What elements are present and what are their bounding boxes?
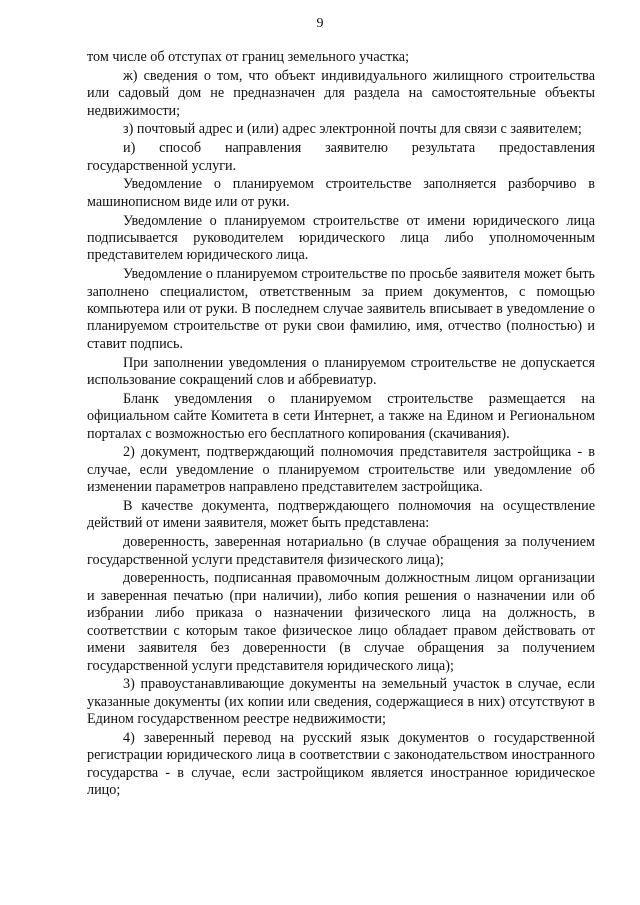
paragraph-form-placement: Бланк уведомления о планируемом строительстве размещается на официальном сайте Комитета в сети Интернет, а также на Едином и Региональном порталах с возможностью его бесплатного копирования (скачивания). [87,390,595,442]
paragraph-item-zh: ж) сведения о том, что объект индивидуального жилищного строительства или садовый дом не предназначен для раздела на самостоятельные объекты недвижимости; [87,67,595,119]
paragraph-item-i: и) способ направления заявителю результата предоставления государственной услуги. [87,140,595,174]
paragraph-notice-filling: Уведомление о планируемом строительстве заполняется разборчиво в машинописном виде или от руки. [87,176,595,210]
paragraph-notice-specialist: Уведомление о планируемом строительстве по просьбе заявителя может быть заполнено специалистом, ответственным за прием документов, с помощью компьютера или от руки. В последнем случае заявитель вписывает в уведомление о планируемом строительстве от руки свои фамилию, имя, отчество (полностью) и ставит подпись. [87,266,595,352]
paragraph-item-3: 3) правоустанавливающие документы на земельный участок в случае, если указанные документы (их копии или сведения, содержащиеся в них) отсутствуют в Едином государственном реестре недвижимости; [87,676,595,728]
document-body [87,49,595,801]
paragraph-signed-power: доверенность, подписанная правомочным должностным лицом организации и заверенная печатью (при наличии), либо копия решения о назначении или об избрании либо приказа о назначении физического лица на должность, в соответствии с которым такое физическое лицо обладает правом действовать от имени заявителя без доверенности (в случае обращения за получением государственной услуги представителя юридического лица); [87,570,595,674]
page-number: 9 [316,16,324,31]
paragraph-no-abbreviations: При заполнении уведомления о планируемом строительстве не допускается использование сокращений слов и аббревиатур. [87,354,595,389]
paragraph-item-4: 4) заверенный перевод на русский язык документов о государственной регистрации юридического лица в соответствии с законодательством иностранного государства - в случае, если застройщиком является иностранное юридическое лицо; [87,729,595,799]
paragraph-item-z: з) почтовый адрес и (или) адрес электронной почты для связи с заявителем; [123,121,582,138]
paragraph-1: том числе об отступах от границ земельного участка; [87,49,410,65]
paragraph-notice-signature: Уведомление о планируемом строительстве от имени юридического лица подписывается руководителем юридического лица либо уполномоченным представителем юридического лица. [87,212,595,264]
paragraph-authority-document: В качестве документа, подтверждающего полномочия на осуществление действий от имени заявителя, может быть представлена: [87,498,595,532]
paragraph-item-2: 2) документ, подтверждающий полномочия представителя застройщика - в случае, если уведомление о планируемом строительстве или уведомление об изменении параметров направлено представителем застройщика. [87,444,595,496]
paragraph-notarial-power: доверенность, заверенная нотариально (в случае обращения за получением государственной услуги представителя физического лица); [87,534,595,568]
